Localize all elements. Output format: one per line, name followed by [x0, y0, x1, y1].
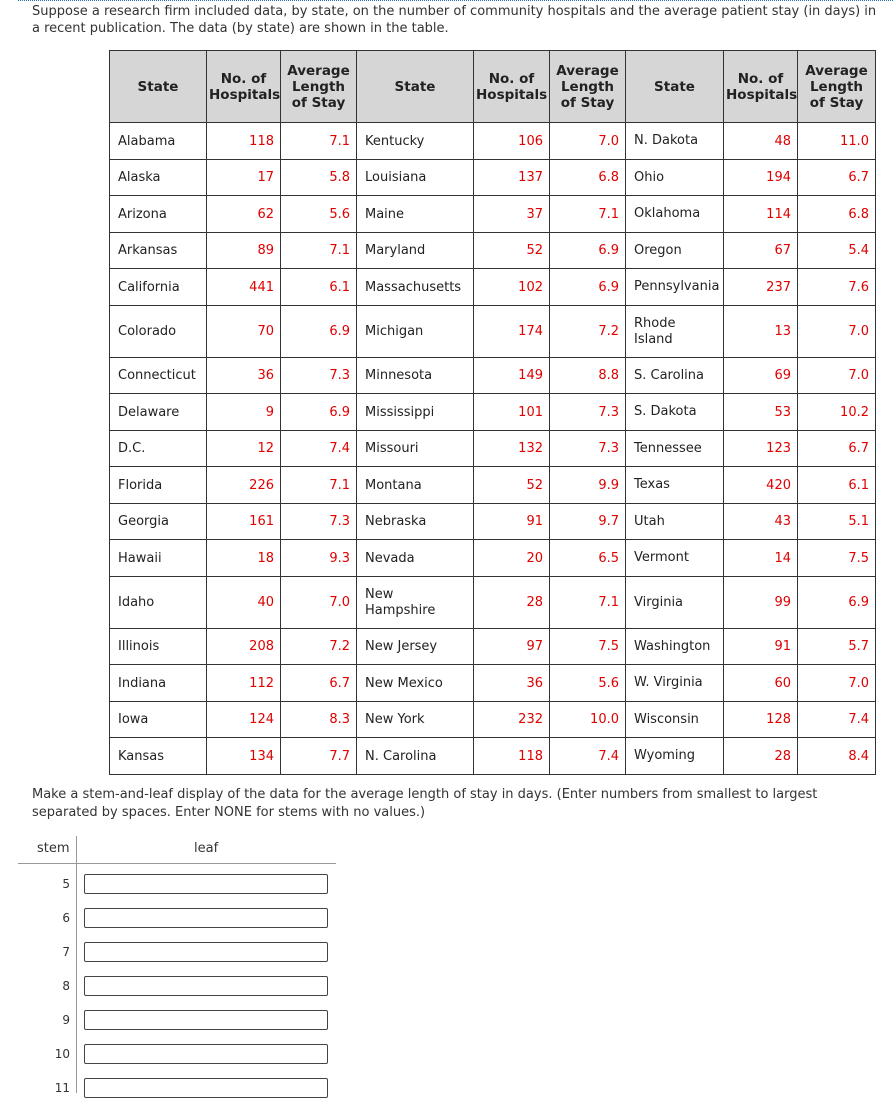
hospital-count-cell: 62	[207, 196, 281, 233]
leaf-input-stem-5[interactable]	[84, 874, 328, 894]
state-name-cell: W. Virginia	[626, 665, 724, 702]
average-stay-cell: 7.1	[281, 233, 357, 269]
state-name-cell: Hawaii	[110, 540, 207, 577]
hospital-count-cell: 132	[474, 431, 550, 467]
average-stay-cell: 6.1	[281, 269, 357, 306]
hospital-count-cell: 97	[474, 629, 550, 665]
average-stay-cell: 6.9	[550, 269, 626, 306]
average-stay-cell: 7.0	[798, 358, 876, 394]
state-name-cell: Kansas	[110, 738, 207, 775]
hospital-count-cell: 232	[474, 702, 550, 738]
stem-value: 7	[62, 945, 70, 959]
state-name-cell: S. Carolina	[626, 358, 724, 394]
average-stay-cell: 6.1	[798, 467, 876, 504]
table-row	[110, 431, 876, 467]
average-stay-cell: 7.0	[550, 123, 626, 160]
table-row	[110, 233, 876, 269]
state-name-cell: Nebraska	[357, 504, 474, 540]
hospital-count-cell: 69	[724, 358, 798, 394]
table-header-row	[110, 51, 876, 123]
hospital-count-cell: 91	[474, 504, 550, 540]
state-name-cell: Washington	[626, 629, 724, 665]
header-hospitals-line2: Hospitals	[726, 86, 798, 103]
average-stay-cell: 6.9	[798, 577, 876, 629]
state-name-cell: Alaska	[110, 160, 207, 196]
hospital-count-cell: 99	[724, 577, 798, 629]
hospital-count-cell: 20	[474, 540, 550, 577]
state-name-cell: S. Dakota	[626, 394, 724, 431]
hospital-count-cell: 12	[207, 431, 281, 467]
hospital-count-cell: 14	[724, 540, 798, 577]
state-name-cell: Illinois	[110, 629, 207, 665]
state-name-cell: Texas	[626, 467, 724, 504]
table-row	[110, 540, 876, 577]
state-name-cell: Missouri	[357, 431, 474, 467]
table-row	[110, 577, 876, 629]
average-stay-cell: 5.6	[550, 665, 626, 702]
hospital-count-cell: 91	[724, 629, 798, 665]
state-name-cell: Colorado	[110, 306, 207, 358]
header-hospitals-line1: No. of	[737, 70, 784, 87]
average-stay-cell: 6.9	[281, 306, 357, 358]
hospital-count-cell: 194	[724, 160, 798, 196]
state-name-cell: Wyoming	[626, 738, 724, 775]
leaf-input-stem-7[interactable]	[84, 942, 328, 962]
average-stay-cell: 7.1	[550, 196, 626, 233]
average-stay-cell: 7.2	[281, 629, 357, 665]
state-name-cell: Mississippi	[357, 394, 474, 431]
average-stay-cell: 7.0	[798, 306, 876, 358]
table-row	[110, 467, 876, 504]
table-row	[110, 123, 876, 160]
hospital-count-cell: 67	[724, 233, 798, 269]
hospital-count-cell: 60	[724, 665, 798, 702]
header-average-stay	[550, 51, 626, 123]
average-stay-cell: 7.3	[281, 358, 357, 394]
stem-value: 11	[54, 1081, 70, 1095]
average-stay-cell: 7.4	[281, 431, 357, 467]
hospital-count-cell: 208	[207, 629, 281, 665]
hospital-count-cell: 106	[474, 123, 550, 160]
average-stay-cell: 7.1	[550, 577, 626, 629]
leaf-input-stem-9[interactable]	[84, 1010, 328, 1030]
state-name-cell: Montana	[357, 467, 474, 504]
average-stay-cell: 7.0	[281, 577, 357, 629]
header-stay-line3: of Stay	[809, 94, 864, 111]
header-state-label: State	[137, 78, 179, 95]
header-state	[357, 51, 474, 123]
header-stay-line2: Length	[291, 78, 346, 95]
hospital-count-cell: 17	[207, 160, 281, 196]
average-stay-cell: 5.4	[798, 233, 876, 269]
hospital-count-cell: 112	[207, 665, 281, 702]
state-name-cell: Oklahoma	[626, 196, 724, 233]
hospital-count-cell: 226	[207, 467, 281, 504]
hospital-count-cell: 114	[724, 196, 798, 233]
state-name-cell: N. Carolina	[357, 738, 474, 775]
state-name-cell: Arkansas	[110, 233, 207, 269]
state-name-cell: Rhode Island	[626, 306, 724, 358]
hospital-count-cell: 102	[474, 269, 550, 306]
hospital-count-cell: 36	[474, 665, 550, 702]
average-stay-cell: 7.4	[550, 738, 626, 775]
hospital-count-cell: 37	[474, 196, 550, 233]
stem-value: 5	[62, 877, 70, 891]
hospital-count-cell: 118	[207, 123, 281, 160]
average-stay-cell: 7.2	[550, 306, 626, 358]
state-name-cell: Vermont	[626, 540, 724, 577]
header-hospitals-line1: No. of	[488, 70, 535, 87]
average-stay-cell: 7.3	[550, 394, 626, 431]
average-stay-cell: 9.3	[281, 540, 357, 577]
state-name-cell: Michigan	[357, 306, 474, 358]
table-row	[110, 306, 876, 358]
average-stay-cell: 6.8	[798, 196, 876, 233]
average-stay-cell: 7.5	[550, 629, 626, 665]
average-stay-cell: 7.3	[281, 504, 357, 540]
average-stay-cell: 6.9	[281, 394, 357, 431]
table-row	[110, 358, 876, 394]
stem-value: 10	[54, 1047, 70, 1061]
state-name-cell: Massachusetts	[357, 269, 474, 306]
average-stay-cell: 5.1	[798, 504, 876, 540]
hospital-count-cell: 128	[724, 702, 798, 738]
table-row	[110, 629, 876, 665]
hospital-count-cell: 174	[474, 306, 550, 358]
average-stay-cell: 7.6	[798, 269, 876, 306]
header-stay-line3: of Stay	[291, 94, 346, 111]
stem-divider-vertical	[76, 836, 77, 1093]
leaf-input-stem-11[interactable]	[84, 1078, 328, 1098]
average-stay-cell: 5.7	[798, 629, 876, 665]
average-stay-cell: 6.7	[798, 431, 876, 467]
average-stay-cell: 11.0	[798, 123, 876, 160]
state-name-cell: Indiana	[110, 665, 207, 702]
average-stay-cell: 9.9	[550, 467, 626, 504]
header-hospitals-line2: Hospitals	[209, 86, 281, 103]
hospital-count-cell: 28	[474, 577, 550, 629]
state-name-cell: Maine	[357, 196, 474, 233]
state-name-cell: Wisconsin	[626, 702, 724, 738]
header-stay-line1: Average	[805, 62, 868, 79]
state-name-cell: Tennessee	[626, 431, 724, 467]
question-text: Make a stem-and-leaf display of the data for the average length of stay in days. (Enter numbers from smallest to largest separated by spaces. Enter NONE for stems with no values.)	[32, 787, 818, 820]
table-row	[110, 160, 876, 196]
average-stay-cell: 8.3	[281, 702, 357, 738]
state-name-cell: New Hampshire	[357, 577, 474, 629]
leaf-input-stem-8[interactable]	[84, 976, 328, 996]
table-row	[110, 702, 876, 738]
header-hospitals	[474, 51, 550, 123]
average-stay-cell: 8.4	[798, 738, 876, 775]
average-stay-cell: 10.0	[550, 702, 626, 738]
state-name-cell: Connecticut	[110, 358, 207, 394]
hospital-count-cell: 161	[207, 504, 281, 540]
intro-text: Suppose a research firm included data, by state, on the number of community hospitals and the average patient stay (in days) in a recent publication. The data (by state) are shown in the table.	[32, 4, 877, 36]
hospital-count-cell: 237	[724, 269, 798, 306]
hospital-count-cell: 420	[724, 467, 798, 504]
stem-divider-horizontal	[18, 863, 336, 864]
hospital-count-cell: 118	[474, 738, 550, 775]
state-name-cell: Delaware	[110, 394, 207, 431]
state-name-cell: Georgia	[110, 504, 207, 540]
average-stay-cell: 7.1	[281, 467, 357, 504]
state-name-cell: Alabama	[110, 123, 207, 160]
hospital-count-cell: 124	[207, 702, 281, 738]
hospital-count-cell: 123	[724, 431, 798, 467]
table-row	[110, 738, 876, 775]
header-stay-line1: Average	[287, 62, 350, 79]
state-name-cell: New York	[357, 702, 474, 738]
header-average-stay	[798, 51, 876, 123]
state-name-cell: Ohio	[626, 160, 724, 196]
hospital-count-cell: 36	[207, 358, 281, 394]
header-stay-line1: Average	[556, 62, 619, 79]
average-stay-cell: 7.5	[798, 540, 876, 577]
average-stay-cell: 9.7	[550, 504, 626, 540]
stem-value: 6	[62, 911, 70, 925]
header-stay-line3: of Stay	[560, 94, 615, 111]
header-state	[110, 51, 207, 123]
state-name-cell: Oregon	[626, 233, 724, 269]
hospital-count-cell: 70	[207, 306, 281, 358]
stem-value: 9	[62, 1013, 70, 1027]
average-stay-cell: 6.7	[798, 160, 876, 196]
average-stay-cell: 7.0	[798, 665, 876, 702]
top-divider	[18, 0, 893, 1]
state-name-cell: New Jersey	[357, 629, 474, 665]
state-name-cell: New Mexico	[357, 665, 474, 702]
leaf-input-stem-10[interactable]	[84, 1044, 328, 1064]
hospital-count-cell: 18	[207, 540, 281, 577]
header-hospitals	[724, 51, 798, 123]
state-name-cell: N. Dakota	[626, 123, 724, 160]
average-stay-cell: 6.7	[281, 665, 357, 702]
stem-column-header: stem	[37, 841, 70, 856]
hospital-count-cell: 9	[207, 394, 281, 431]
hospital-count-cell: 13	[724, 306, 798, 358]
state-name-cell: Maryland	[357, 233, 474, 269]
state-name-cell: Iowa	[110, 702, 207, 738]
table-row	[110, 269, 876, 306]
table-row	[110, 504, 876, 540]
leaf-column-header: leaf	[194, 841, 219, 856]
hospital-count-cell: 28	[724, 738, 798, 775]
table-row	[110, 394, 876, 431]
state-name-cell: Kentucky	[357, 123, 474, 160]
state-name-cell: Nevada	[357, 540, 474, 577]
state-name-cell: Idaho	[110, 577, 207, 629]
header-hospitals-line2: Hospitals	[476, 86, 548, 103]
average-stay-cell: 7.3	[550, 431, 626, 467]
average-stay-cell: 5.8	[281, 160, 357, 196]
leaf-input-stem-6[interactable]	[84, 908, 328, 928]
state-name-cell: California	[110, 269, 207, 306]
hospital-count-cell: 48	[724, 123, 798, 160]
hospital-count-cell: 53	[724, 394, 798, 431]
average-stay-cell: 6.9	[550, 233, 626, 269]
hospital-count-cell: 52	[474, 467, 550, 504]
average-stay-cell: 7.7	[281, 738, 357, 775]
hospital-count-cell: 43	[724, 504, 798, 540]
state-name-cell: Florida	[110, 467, 207, 504]
table-row	[110, 196, 876, 233]
hospital-count-cell: 149	[474, 358, 550, 394]
header-state-label: State	[654, 78, 695, 95]
header-hospitals-line1: No. of	[220, 70, 267, 87]
state-name-cell: Pennsylvania	[626, 269, 724, 306]
table-row	[110, 665, 876, 702]
average-stay-cell: 7.4	[798, 702, 876, 738]
stem-value: 8	[62, 979, 70, 993]
average-stay-cell: 6.5	[550, 540, 626, 577]
average-stay-cell: 8.8	[550, 358, 626, 394]
hospital-count-cell: 137	[474, 160, 550, 196]
hospital-count-cell: 134	[207, 738, 281, 775]
hospital-count-cell: 40	[207, 577, 281, 629]
average-stay-cell: 10.2	[798, 394, 876, 431]
hospital-count-cell: 101	[474, 394, 550, 431]
header-stay-line2: Length	[809, 78, 864, 95]
header-stay-line2: Length	[560, 78, 615, 95]
hospital-count-cell: 52	[474, 233, 550, 269]
state-name-cell: Utah	[626, 504, 724, 540]
header-hospitals	[207, 51, 281, 123]
state-name-cell: Louisiana	[357, 160, 474, 196]
hospital-count-cell: 89	[207, 233, 281, 269]
header-state	[626, 51, 724, 123]
state-name-cell: Arizona	[110, 196, 207, 233]
hospital-count-cell: 441	[207, 269, 281, 306]
average-stay-cell: 5.6	[281, 196, 357, 233]
hospital-data-table	[109, 50, 876, 775]
state-name-cell: Minnesota	[357, 358, 474, 394]
state-name-cell: Virginia	[626, 577, 724, 629]
state-name-cell: D.C.	[110, 431, 207, 467]
header-average-stay	[281, 51, 357, 123]
header-state-label: State	[394, 78, 436, 95]
average-stay-cell: 7.1	[281, 123, 357, 160]
average-stay-cell: 6.8	[550, 160, 626, 196]
